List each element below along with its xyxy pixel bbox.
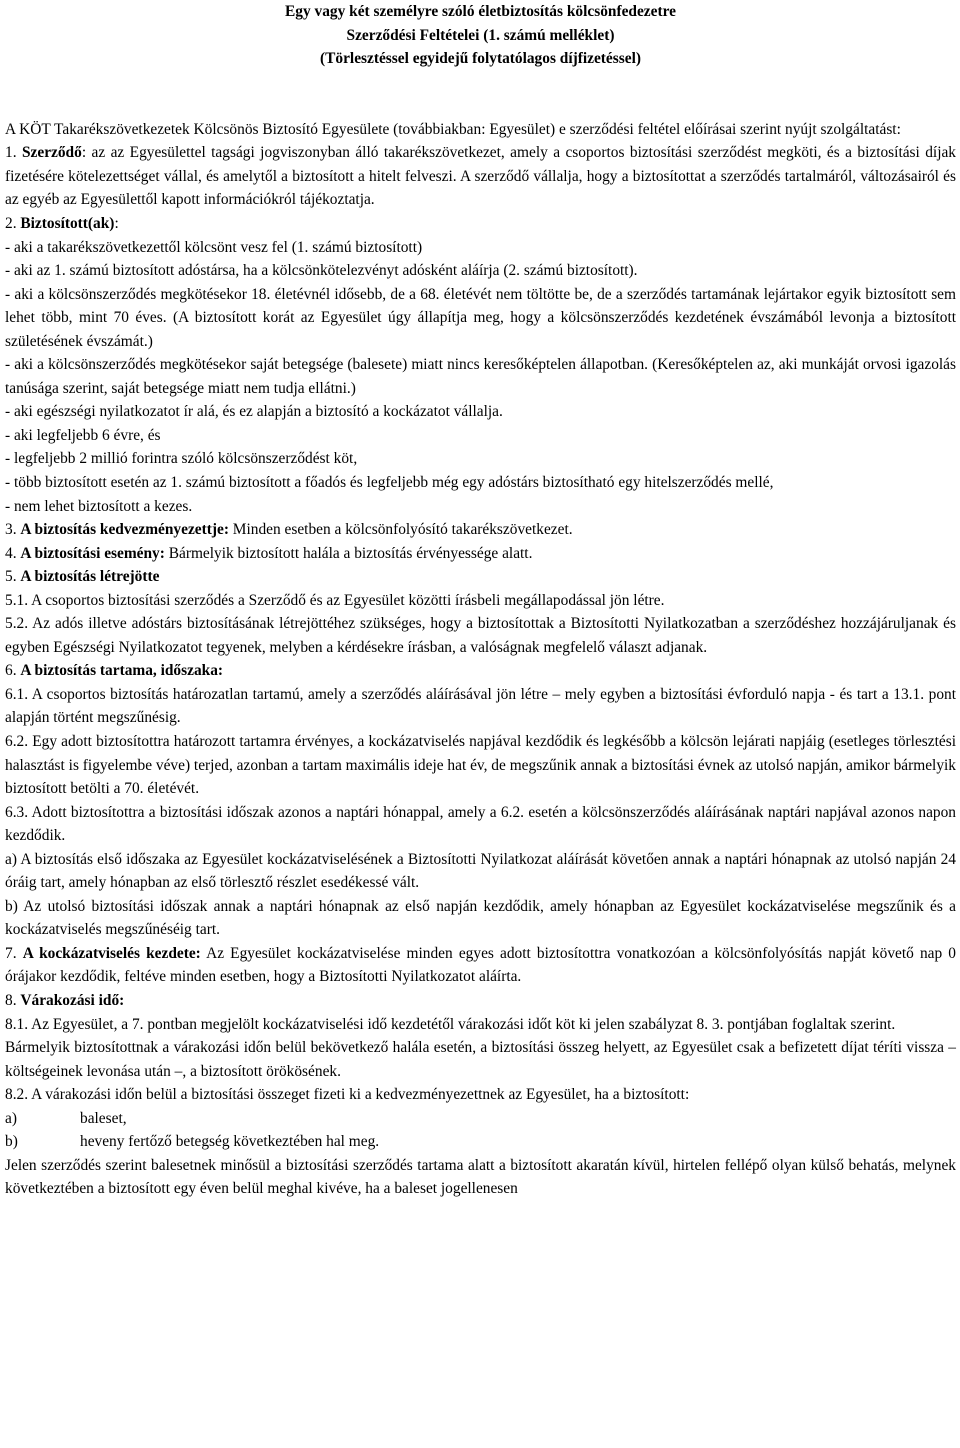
document-title xyxy=(5,0,956,71)
section-3-term: A biztosítás kedvezményezettje: xyxy=(20,521,229,539)
section-8-paragraph: Bármelyik biztosítottnak a várakozási időn belül bekövetkező halála esetén, a biztosítási összeg helyett, az Egyesület csak a befizetett díjat téríti vissza – költségeinek levonása után –, a biztosított örökösének. xyxy=(5,1039,956,1080)
section-6-a: a) A biztosítás első időszaka az Egyesület kockázatviselésének a Biztosítotti Nyilatkozat aláírását követően annak a naptári hónapnak az utolsó napján 24 óráig tart, amely hónapban az első törlesztő részlet esedékessé vált. xyxy=(5,850,956,892)
section-2-item: - aki a kölcsönszerződés megkötésekor 18. életévnél idősebb, de a 68. életévét nem töltötte be, de a szerződés tartamának lejártakor egyik biztosított sem lehet több, mint 70 éves. (A biztosított korát az Egyesület úgy állapítja meg, hogy a kölcsönszerződés kezdetének évszámából levonja a biztosított születésének évszámát.) xyxy=(5,285,956,350)
section-4-text: Bármelyik biztosított halála a biztosítás érvényessége alatt. xyxy=(164,544,533,562)
section-3-number: 3. xyxy=(5,521,21,539)
section-6-1: 6.1. A csoportos biztosítás határozatlan tartamú, amely a szerződés aláírásával jön létre – mely egyben a biztosítási évforduló napja - és tart a 13.1. pont alapján történt megszűnésig. xyxy=(5,685,956,727)
section-5-2: 5.2. Az adós illetve adóstárs biztosításának létrejöttéhez szükséges, hogy a biztosítottak a Biztosítotti Nyilatkozatban a szerződéshez hozzájáruljanak és egyben Egészségi Nyilatkozatot tegyenek, melyben a kérdésekre írásban, a valóságnak megfelelő választ adjanak. xyxy=(5,615,956,656)
section-8-list-item xyxy=(5,1107,956,1131)
section-2-heading xyxy=(5,212,956,236)
section-8-heading xyxy=(5,989,956,1013)
section-3-text: Minden esetben a kölcsönfolyósító takarékszövetkezet. xyxy=(228,521,573,539)
section-5-1: 5.1. A csoportos biztosítási szerződés a Szerződő és az Egyesület közötti írásbeli megállapodással jön létre. xyxy=(5,591,665,609)
title-line-3: (Törlesztéssel egyidejű folytatólagos díjfizetéssel) xyxy=(320,50,641,68)
section-6-b: b) Az utolsó biztosítási időszak annak a naptári hónapnak az első napján kezdődik, amely hónapban az Egyesület kockázatviselése megszűnik és a kockázatviselés megszűnéséig tart. xyxy=(5,897,956,939)
list-item-text: heveny fertőző betegség következtében hal meg. xyxy=(80,1133,380,1151)
list-item-label: a) xyxy=(5,1109,17,1127)
section-8-term: Várakozási idő: xyxy=(20,992,125,1010)
title-line-1: Egy vagy két személyre szóló életbiztosítás kölcsönfedezetre xyxy=(285,3,676,20)
section-6-number: 6. xyxy=(5,662,21,680)
section-1-term: Szerződő xyxy=(21,144,82,162)
section-2-item: - aki az 1. számú biztosított adóstársa, ha a kölcsönkötelezvényt adósként aláírja (2. számú biztosított). xyxy=(5,262,638,280)
section-2-colon: : xyxy=(114,214,119,232)
section-7-number: 7. xyxy=(5,944,23,962)
section-5-heading xyxy=(5,565,956,589)
section-2-item: - aki a kölcsönszerződés megkötésekor saját betegsége (balesete) miatt nincs keresőképtelen állapotban. (Keresőképtelen az, aki munkáját orvosi igazolás tanúsága szerint, saját betegsége miatt nem tudja ellátni.) xyxy=(5,356,956,397)
section-8-list-item xyxy=(5,1130,956,1154)
section-5-number: 5. xyxy=(5,568,21,586)
section-2-item: - több biztosított esetén az 1. számú biztosított a főadós és legfeljebb még egy adóstárs biztosítható egy hitelszerződés mellé, xyxy=(5,473,774,491)
section-1-number: 1. xyxy=(5,144,22,162)
section-8-number: 8. xyxy=(5,992,21,1010)
section-7-term: A kockázatviselés kezdete: xyxy=(22,944,201,962)
section-7-text: Az Egyesület kockázatviselése minden egyes adott biztosítottra vonatkozóan a kölcsönfolyósítás napját követő nap 0 órájakor kezdődik, feltéve minden esetben, hogy a Biztosítotti Nyilatkozatot aláírta. xyxy=(5,944,957,986)
section-7 xyxy=(5,942,956,989)
section-1-text: : az az Egyesülettel tagsági jogviszonyban álló takarékszövetkezet, amely a csoportos biztosítási szerződést megköti, és a biztosítási díjak fizetésére kötelezettséget vállal, és amelytől a biztosított a hitelt felveszi. A szerződő vállalja, hogy a biztosítottat a szerződés tartalmáról, változásairól és az egyéb az Egyesülettől kapott információkról tájékoztatja. xyxy=(5,144,957,209)
section-2-term: Biztosított(ak) xyxy=(20,214,115,232)
section-6-3: 6.3. Adott biztosítottra a biztosítási időszak azonos a naptári hónappal, amely a 6.2. esetén a kölcsönszerződés aláírásának naptári napjával azonos napon kezdődik. xyxy=(5,803,956,845)
section-2-number: 2. xyxy=(5,214,21,232)
list-item-label: b) xyxy=(5,1133,18,1151)
intro-paragraph: A KÖT Takarékszövetkezetek Kölcsönös Biztosító Egyesülete (továbbiakban: Egyesület) e szerződési feltétel előírásai szerint nyújt szolgáltatást: xyxy=(5,120,901,138)
section-4-term: A biztosítási esemény: xyxy=(20,544,165,562)
section-2-item: - aki egészségi nyilatkozatot ír alá, és ez alapján a biztosító a kockázatot vállalja. xyxy=(5,403,503,421)
section-6-2: 6.2. Egy adott biztosítottra határozott tartamra érvényes, a kockázatviselés napjával kezdődik és legkésőbb a kölcsön lejárati napjáig (esetleges törlesztési halasztást is figyelembe véve) terjed, azonban a tartam maximális ideje hat év, de megszűnik annak a biztosítási évnek az utolsó napján, amikor bármelyik biztosított betölti a 70. életévét. xyxy=(5,733,956,798)
section-8-closing: Jelen szerződés szerint balesetnek minősül a biztosítási szerződés tartama alatt a biztosított akaratán kívül, hirtelen fellépő olyan külső behatás, melynek következtében a biztosított egy éven belül meghal kivéve, ha a baleset jogellenesen xyxy=(5,1156,956,1198)
section-2-item: - legfeljebb 2 millió forintra szóló kölcsönszerződést köt, xyxy=(5,450,358,468)
section-2-item: - aki legfeljebb 6 évre, és xyxy=(5,426,161,444)
section-4 xyxy=(5,542,956,566)
list-item-text: baleset, xyxy=(80,1109,127,1127)
title-line-2: Szerződési Feltételei (1. számú melléklet) xyxy=(346,26,615,44)
section-5-term: A biztosítás létrejötte xyxy=(20,568,160,586)
section-8-2: 8.2. A várakozási időn belül a biztosítási összeget fizeti ki a kedvezményezettnek az Egyesület, ha a biztosított: xyxy=(5,1086,690,1104)
section-4-number: 4. xyxy=(5,544,21,562)
section-6-term: A biztosítás tartama, időszaka: xyxy=(20,662,224,680)
section-2-item: - aki a takarékszövetkezettől kölcsönt vesz fel (1. számú biztosított) xyxy=(5,238,423,256)
section-1 xyxy=(5,141,956,212)
section-8-1: 8.1. Az Egyesület, a 7. pontban megjelölt kockázatviselési idő kezdetétől várakozási időt köt ki jelen szabályzat 8. 3. pontjában foglaltak szerint. xyxy=(5,1015,896,1033)
title-spacer xyxy=(5,71,956,118)
section-2-item: - nem lehet biztosított a kezes. xyxy=(5,497,193,515)
section-6-heading xyxy=(5,659,956,683)
section-3 xyxy=(5,518,956,542)
